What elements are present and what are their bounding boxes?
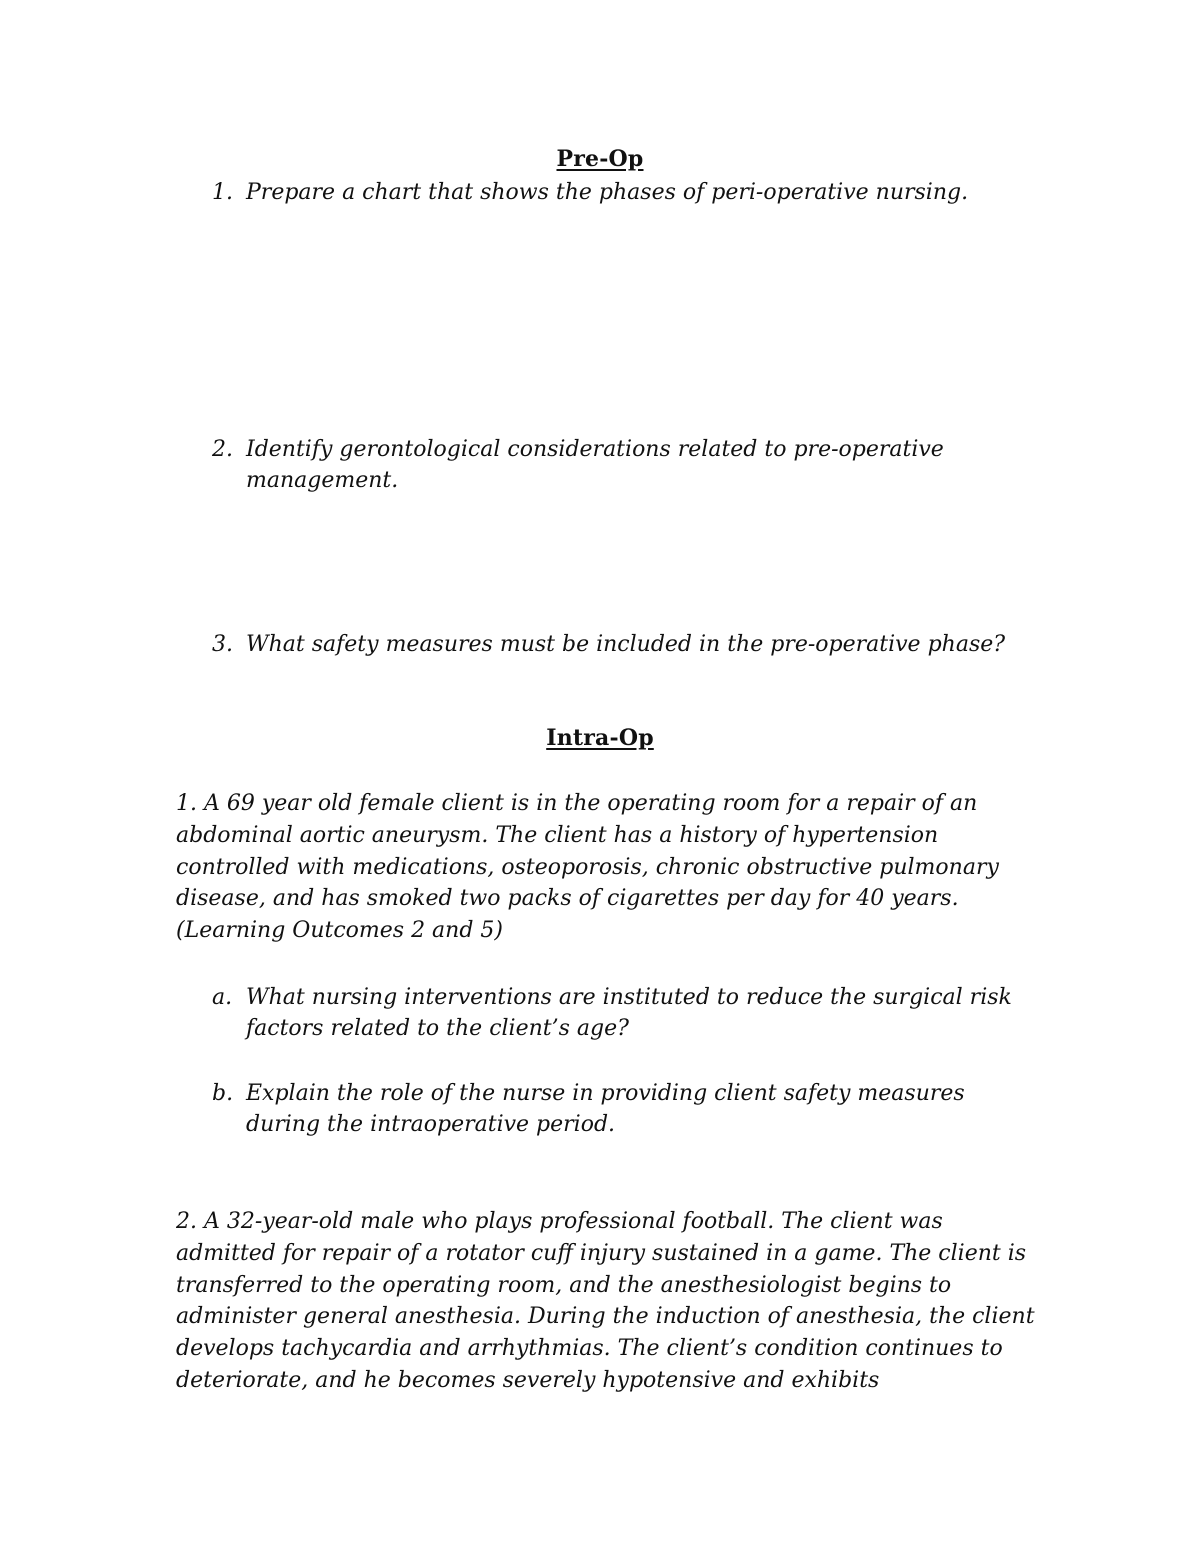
question-text: Prepare a chart that shows the phases of peri-operative nursing. [246,180,969,205]
pre-op-question-3 [212,629,1052,660]
sub-question-letter: a. [212,985,233,1010]
pre-op-question-2 [212,434,992,496]
question-number: 1. [212,180,233,205]
intra-op-case-1: 1. A 69 year old female client is in the operating room for a repair of an abdominal aortic aneurysm. The client has a history of hypertension controlled with medications, osteoporosis, chronic obstructive pulmonary disease, and has smoked two packs of cigarettes per day for 40 years. (Learning Outcomes 2 and 5) [176,791,999,944]
question-number: 2. [212,437,233,462]
question-number: 3. [212,632,233,657]
sub-question-text: What nursing interventions are instituted to reduce the surgical risk factors related to the client’s age? [246,985,1012,1041]
case-1-sub-question-b [212,1078,1012,1140]
case-1-sub-question-a [212,982,1042,1044]
pre-op-heading: Pre-Op [556,146,644,172]
question-text: Identify gerontological considerations related to pre-operative management. [246,437,944,493]
intra-op-case-2: 2. A 32-year-old male who plays professional football. The client was admitted for repair of a rotator cuff injury sustained in a game. The client is transferred to the operating room, and the anesthesiologist begins to administer general anesthesia. During the induction of anesthesia, the client develops tachycardia and arrhythmias. The client’s condition continues to deteriorate, and he becomes severely hypotensive and exhibits [176,1209,1035,1393]
pre-op-question-1 [212,177,1032,208]
intra-op-heading: Intra-Op [546,725,654,751]
sub-question-text: Explain the role of the nurse in providing client safety measures during the intraoperative period. [246,1081,965,1137]
question-text: What safety measures must be included in the pre-operative phase? [246,632,1006,657]
sub-question-letter: b. [212,1081,234,1106]
